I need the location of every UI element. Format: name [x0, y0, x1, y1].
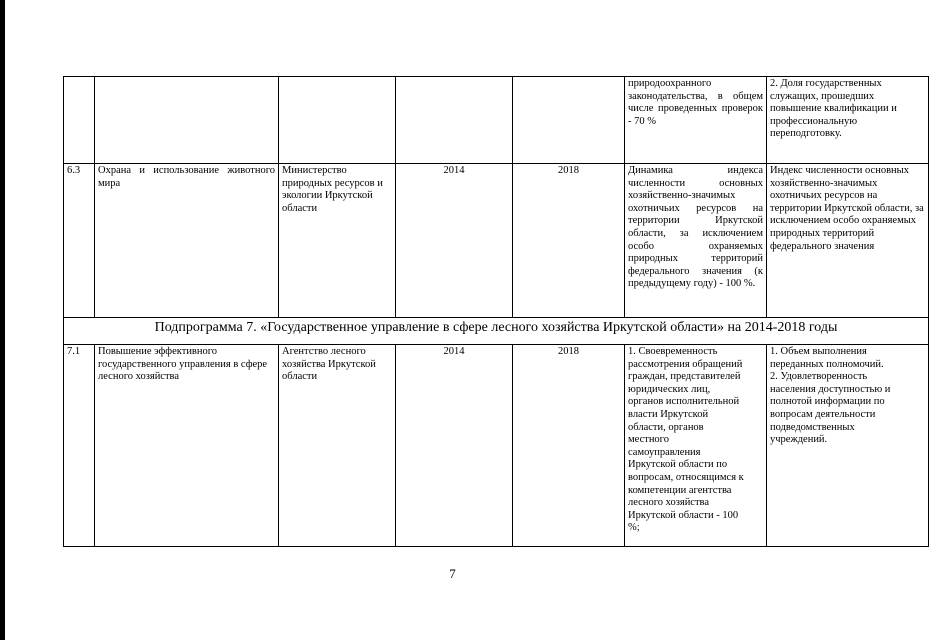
scan-edge	[0, 0, 5, 640]
executor: Агентство лесного хозяйства Иркутской области	[279, 345, 396, 547]
start-year: 2014	[396, 164, 513, 318]
table-row-6-3	[64, 164, 929, 318]
executor: Министерство природных ресурсов и экологии Иркутской области	[279, 164, 396, 318]
table-row-continuation	[64, 77, 929, 164]
subprogram-header-row	[64, 318, 929, 345]
target-indicator: Индекс численности основных хозяйственно-значимых охотничьих ресурсов на территории Иркутской области, за исключением особо охраняемых природных территорий федерального значения	[767, 164, 929, 318]
indicator-text: природоохранного законодательства, в общем числе проведенных проверок - 70 %	[625, 77, 767, 164]
indicator-text: Динамика индекса численности основных хозяйственно-значимых охотничьих ресурсов на территории Иркутской области, за исключением особо охраняемых природных территорий федерального значения (к предыдущему году) - 100 %.	[625, 164, 767, 318]
table-row-7-1	[64, 345, 929, 547]
end-year: 2018	[513, 164, 625, 318]
row-number	[64, 77, 95, 164]
row-number: 6.3	[64, 164, 95, 318]
page-number: 7	[449, 566, 456, 581]
end-year: 2018	[513, 345, 625, 547]
start-year: 2014	[396, 345, 513, 547]
measure-name	[95, 77, 279, 164]
measure-name: Охрана и использование животного мира	[95, 164, 279, 318]
subprogram-title: Подпрограмма 7. «Государственное управление в сфере лесного хозяйства Иркутской области» на 2014-2018 годы	[64, 318, 929, 345]
row-number: 7.1	[64, 345, 95, 547]
start-year	[396, 77, 513, 164]
target-indicator: 1. Объем выполнения переданных полномочий. 2. Удовлетворенность населения доступностью и полнотой информации по вопросам деятельности подведомственных учреждений.	[767, 345, 929, 547]
target-indicator: 2. Доля государственных служащих, прошедших повышение квалификации и профессиональную переподготовку.	[767, 77, 929, 164]
indicator-text: 1. Своевременность рассмотрения обращений граждан, представителей юридических лиц, органов исполнительной власти Иркутской области, органов местного самоуправления Иркутской области по вопросам, относящимся к компетенции агентства лесного хозяйства Иркутской области - 100 %;	[625, 345, 767, 547]
end-year	[513, 77, 625, 164]
measure-name: Повышение эффективного государственного управления в сфере лесного хозяйства	[95, 345, 279, 547]
program-table	[63, 76, 929, 547]
executor	[279, 77, 396, 164]
